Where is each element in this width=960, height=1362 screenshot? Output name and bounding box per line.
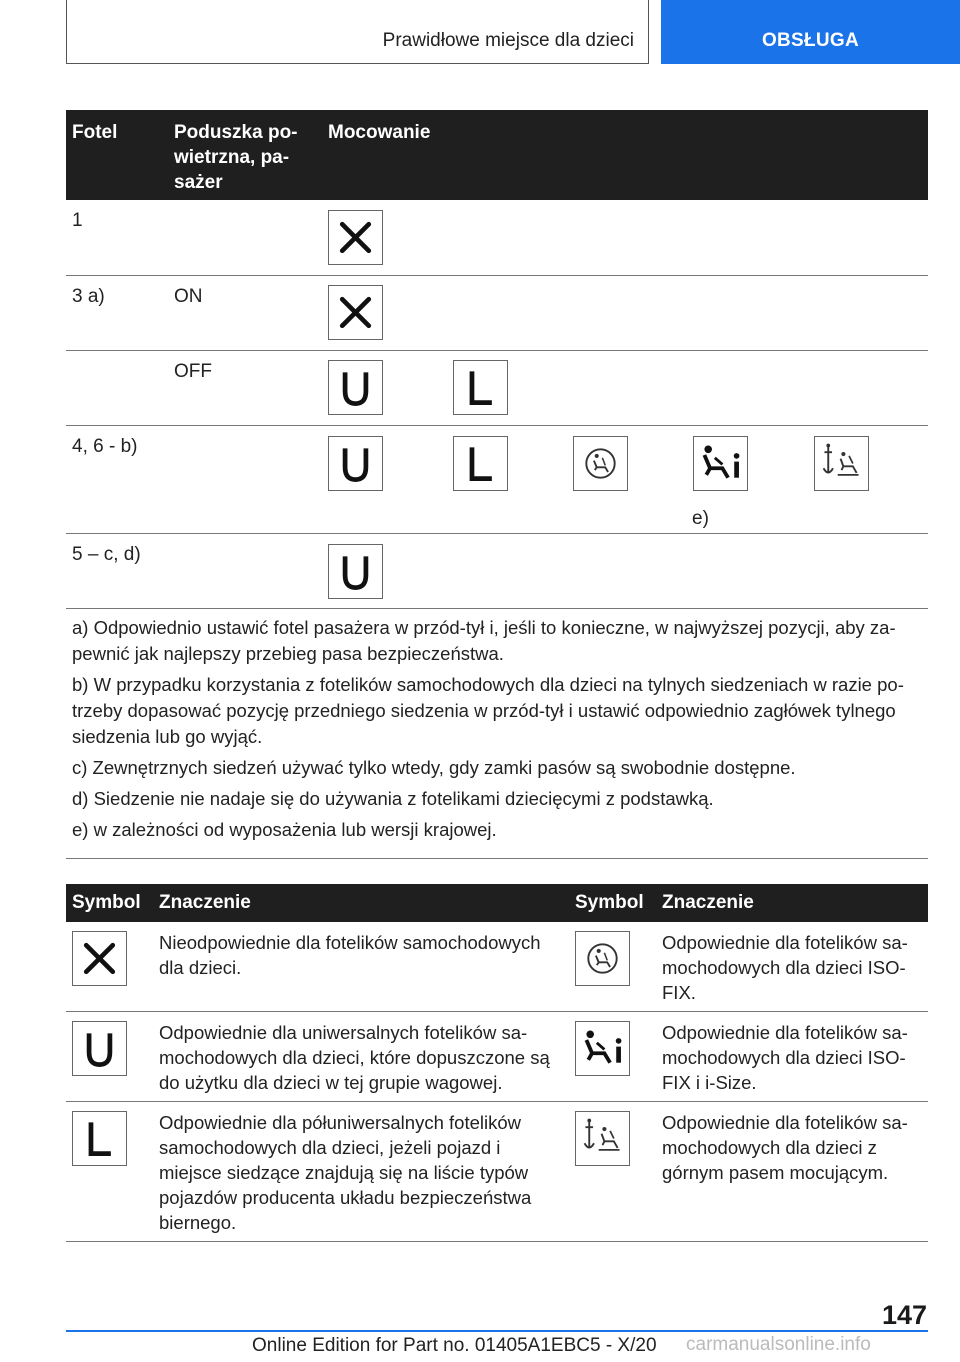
- header-airbag-line1: Poduszka po-: [174, 122, 298, 143]
- isofix-seat-icon: [575, 931, 630, 986]
- airbag-state: OFF: [174, 361, 212, 382]
- header-meaning: Znaczenie: [159, 892, 251, 913]
- header-meaning: Znaczenie: [662, 892, 754, 913]
- u-letter-icon: [328, 544, 383, 599]
- header-airbag-line2: wietrzna, pa-: [174, 147, 290, 168]
- seat-label: 4, 6 - b): [72, 436, 138, 457]
- u-letter-icon: [328, 436, 383, 491]
- header-airbag: [174, 120, 298, 195]
- l-letter-icon: [72, 1111, 127, 1166]
- table-header: [66, 110, 928, 200]
- edition-text: Online Edition for Part no. 01405A1EBC5 - X/20: [252, 1335, 657, 1356]
- seat-label: 5 – c, d): [72, 544, 141, 565]
- footnote-e: e) w zależności od wyposażenia lub wersji krajowej.: [72, 819, 497, 840]
- page-header: [0, 0, 960, 66]
- legend-meaning: Odpowiednie dla fotelików sa-mochodowych dla dzieci z górnym pasem mocującym.: [662, 1112, 908, 1183]
- header-seat: Fotel: [72, 122, 118, 143]
- legend-meaning: Odpowiednie dla uniwersalnych fotelików sa-mochodowych dla dzieci, które dopuszczone są do użytku dla dzieci w tej grupie wagowej.: [159, 1022, 550, 1093]
- isize-seat-icon: [575, 1021, 630, 1076]
- seat-suitability-table: [66, 110, 928, 609]
- header-title-box: [66, 0, 649, 64]
- legend-header: [66, 884, 928, 922]
- legend-meaning: Odpowiednie dla fotelików sa-mochodowych dla dzieci ISO-FIX.: [662, 932, 908, 1003]
- legend-meaning: Odpowiednie dla półuniwersalnych fotelików samochodowych dla dzieci, jeżeli pojazd i miejsce siedzące znajdują się na liście typów pojazdów producenta układu bezpieczeństwa biernego.: [159, 1112, 532, 1233]
- chapter-tab-label: OBSŁUGA: [761, 30, 860, 51]
- table-row: [66, 351, 928, 426]
- top-tether-icon: [575, 1111, 630, 1166]
- footnotes: [66, 615, 928, 859]
- chapter-tab[interactable]: [661, 0, 960, 64]
- legend-row: [66, 922, 928, 1012]
- header-airbag-line3: sażer: [174, 172, 223, 193]
- header-mounting: Mocowanie: [328, 122, 431, 143]
- u-letter-icon: [72, 1021, 127, 1076]
- footnote-b: b) W przypadku korzystania z fotelików samochodowych dla dzieci na tylnych siedzeniach w razie po-trzeby dopasować pozycję przedniego siedzenia w przód-tył i ustawić odpowiednio zagłówek tylnego siedzenia lub go wyjąć.: [72, 674, 904, 747]
- seat-label: 3 a): [72, 286, 105, 307]
- isofix-seat-icon: [573, 436, 628, 491]
- footnote-c: c) Zewnętrznych siedzeń używać tylko wtedy, gdy zamki pasów są swobodnie dostępne.: [72, 757, 796, 778]
- legend-meaning: Nieodpowiednie dla fotelików samochodowych dla dzieci.: [159, 932, 541, 978]
- legend-row: [66, 1012, 928, 1102]
- footer-divider: [862, 1330, 928, 1332]
- x-mark-icon: [72, 931, 127, 986]
- table-row: [66, 534, 928, 609]
- x-mark-icon: [328, 210, 383, 265]
- header-symbol: Symbol: [72, 892, 141, 913]
- l-letter-icon: [453, 360, 508, 415]
- table-row: [66, 276, 928, 351]
- symbol-legend-table: [66, 884, 928, 1242]
- legend-meaning: Odpowiednie dla fotelików sa-mochodowych dla dzieci ISO-FIX i i-Size.: [662, 1022, 908, 1093]
- top-tether-icon: [814, 436, 869, 491]
- table-row: [66, 200, 928, 276]
- u-letter-icon: [328, 360, 383, 415]
- page-number: 147: [881, 1300, 927, 1330]
- seat-label: 1: [72, 210, 83, 231]
- watermark: carmanualsonline.info: [686, 1334, 871, 1355]
- footnote-a: a) Odpowiednio ustawić fotel pasażera w przód-tył i, jeśli to konieczne, w najwyższej pozycji, aby za-pewnić jak najlepszy przebieg pasa bezpieczeństwa.: [72, 617, 896, 664]
- header-symbol: Symbol: [575, 892, 644, 913]
- isize-seat-icon: [693, 436, 748, 491]
- airbag-state: ON: [174, 286, 203, 307]
- x-mark-icon: [328, 285, 383, 340]
- legend-row: [66, 1102, 928, 1242]
- footer-divider: [66, 1330, 862, 1332]
- section-title: Prawidłowe miejsce dla dzieci: [382, 30, 634, 51]
- table-row: [66, 426, 928, 534]
- footnote-d: d) Siedzenie nie nadaje się do używania z fotelikami dziecięcymi z podstawką.: [72, 788, 714, 809]
- footnote-ref: e): [692, 508, 709, 529]
- l-letter-icon: [453, 436, 508, 491]
